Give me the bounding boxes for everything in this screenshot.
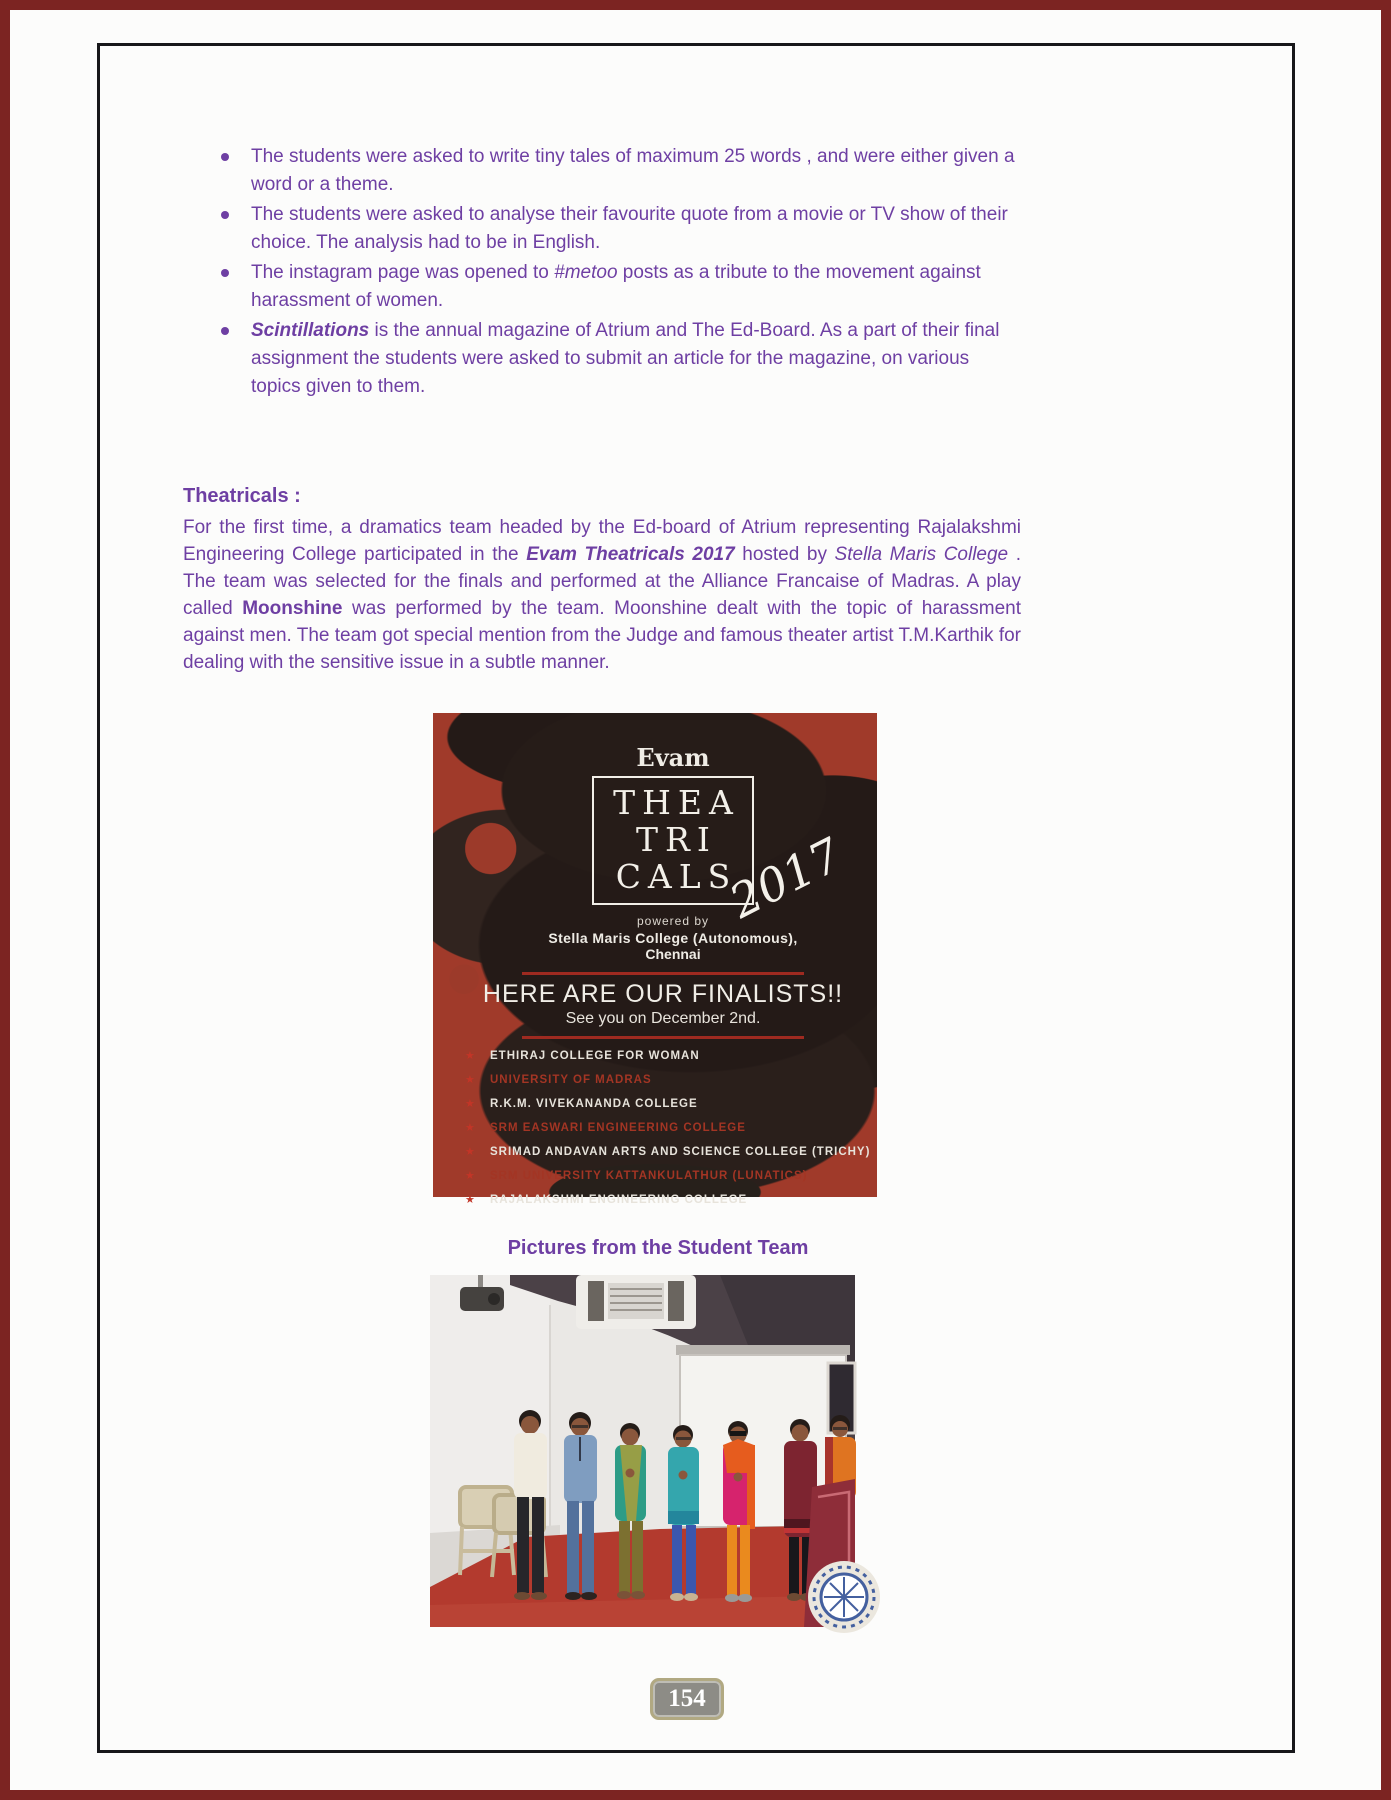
bullet-text [251, 320, 999, 397]
finalist-name: SRM EASWARI ENGINEERING COLLEGE [490, 1122, 746, 1134]
page-number-badge [650, 1678, 724, 1720]
star-icon: ★ [465, 1122, 475, 1134]
evam-theatricals-poster [433, 713, 877, 1206]
page-number: 154 [668, 1685, 706, 1712]
bullet-text [251, 146, 1015, 195]
finalist-name: UNIVERSITY OF MADRAS [490, 1074, 652, 1086]
star-icon: ★ [465, 1050, 475, 1062]
text-segment: . The team was selected for the finals and performed at the Alliance Francaise of Madras. A play called [183, 544, 1021, 619]
finalist-name: SRM UNIVERSITY KATTANKULATHUR (LUNATICS) [490, 1170, 808, 1182]
finalist-name: ETHIRAJ COLLEGE FOR WOMAN [490, 1050, 700, 1062]
finalist-name: R.K.M. VIVEKANANDA COLLEGE [490, 1098, 698, 1110]
bullet-icon [221, 269, 229, 277]
ceiling-vent-icon [576, 1275, 696, 1329]
text-segment: Evam Theatricals 2017 [526, 544, 735, 565]
finalist-item [465, 1169, 877, 1183]
finalists-subheadline: See you on December 2nd. [565, 1010, 761, 1027]
bullet-list [183, 143, 1018, 403]
text-segment: posts as a tribute to the movement against harassment of women. [251, 262, 981, 311]
star-icon: ★ [465, 1170, 475, 1182]
finalists-list [433, 1049, 877, 1207]
bullet-icon [221, 327, 229, 335]
poster-content [433, 713, 877, 1206]
text-segment: Stella Maris College [834, 544, 1009, 565]
text-segment: The students were asked to write tiny tales of maximum 25 words , and were either given a word or a theme. [251, 146, 1015, 195]
list-item [183, 143, 1018, 199]
bullet-icon [221, 153, 229, 161]
finalists-headline: HERE ARE OUR FINALISTS!! [482, 980, 844, 1008]
section-heading: Theatricals : [183, 485, 301, 507]
finalist-item [465, 1097, 877, 1111]
photo-illustration [430, 1275, 855, 1627]
finalist-item [465, 1073, 877, 1087]
student-team-photo [430, 1275, 855, 1627]
list-item [183, 259, 1018, 315]
title-line: THEA [613, 783, 740, 822]
finalist-item [465, 1145, 877, 1159]
poster-divider [522, 1036, 804, 1039]
bullet-text [251, 204, 1008, 253]
finalist-item [465, 1121, 877, 1135]
star-icon: ★ [465, 1146, 475, 1158]
finalist-item [465, 1049, 877, 1063]
evam-logo: Evam [636, 743, 710, 772]
finalist-name: SRIMAD ANDAVAN ARTS AND SCIENCE COLLEGE (TRICHY) [490, 1146, 871, 1158]
star-icon: ★ [465, 1194, 475, 1206]
text-segment: Moonshine [242, 598, 343, 619]
text-segment: The instagram page was opened to [251, 262, 555, 283]
text-segment: Scintillations [251, 320, 370, 341]
powered-by-label: powered by [636, 914, 710, 928]
title-line: TRI [636, 820, 717, 859]
host-college: Stella Maris College (Autonomous), [548, 930, 798, 946]
star-icon: ★ [465, 1098, 475, 1110]
list-item [183, 201, 1018, 257]
text-segment: is the annual magazine of Atrium and The Ed-Board. As a part of their final assignment the students were asked to submit an article for the magazine, on various topics given to them. [251, 320, 1000, 397]
poster-year: 2017 [721, 827, 850, 929]
section-paragraph [183, 514, 1021, 676]
list-item [183, 317, 1018, 401]
text-segment: hosted by [734, 544, 835, 565]
bullet-icon [221, 211, 229, 219]
star-icon: ★ [465, 1074, 475, 1086]
text-segment: The students were asked to analyse their favourite quote from a movie or TV show of their choice. The analysis had to be in English. [251, 204, 1008, 253]
photo-caption: Pictures from the Student Team [507, 1237, 809, 1259]
text-segment: was performed by the team. Moonshine dealt with the topic of harassment against men. The team got special mention from the Judge and famous theater artist T.M.Karthik for dealing with the sensitive issue in a subtle manner. [183, 598, 1022, 673]
bullet-text [251, 262, 981, 311]
text-segment: For the first time, a dramatics team headed by the Ed-board of Atrium representing Rajalakshmi Engineering College participated in the [183, 517, 1021, 565]
poster-divider [522, 972, 804, 975]
finalist-name: RAJALAKSHMI ENGINEERING COLLEGE [490, 1194, 748, 1206]
finalist-item [465, 1193, 877, 1207]
title-line: CALS [615, 857, 738, 896]
text-segment: #metoo [554, 262, 618, 283]
host-city: Chennai [645, 946, 701, 962]
